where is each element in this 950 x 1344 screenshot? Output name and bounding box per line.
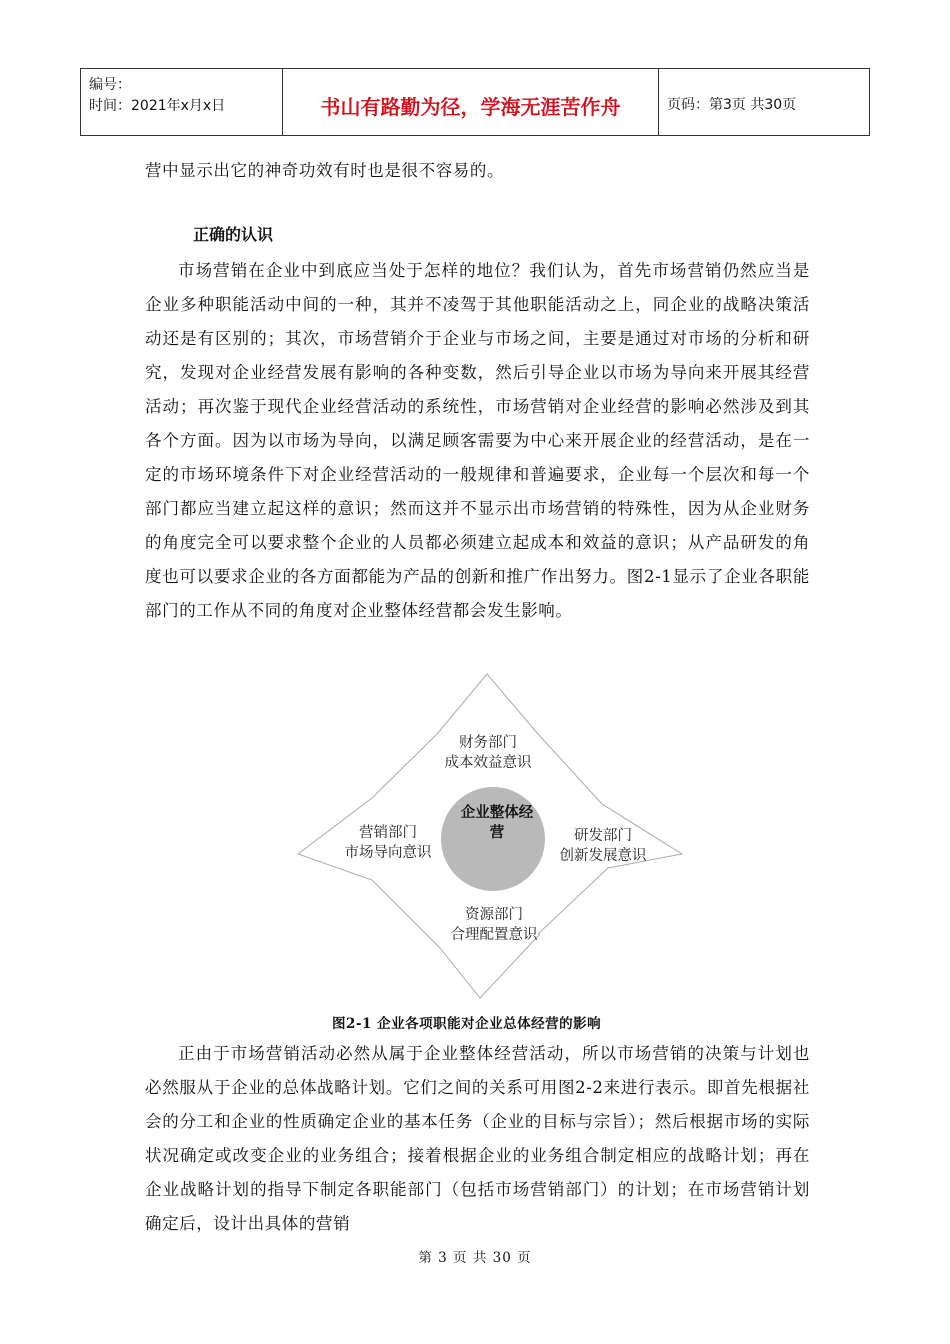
header-motto: 书山有路勤为径，学海无涯苦作舟	[283, 69, 659, 135]
resource-dept-label: 资源部门 合理配置意识	[450, 907, 538, 943]
marketing-dept-label: 营销部门 市场导向意识	[344, 825, 432, 861]
header-meta-cell	[81, 69, 283, 135]
rnd-dept-label: 研发部门 创新发展意识	[559, 828, 647, 864]
top-arrow-lines	[437, 674, 538, 734]
center-label: 企业整体经 营	[460, 805, 534, 841]
finance-dept-label: 财务部门 成本效益意识	[444, 735, 532, 771]
paragraph-1: 市场营销在企业中到底应当处于怎样的地位？我们认为，首先市场营销仍然应当是企业多种职能活动中间的一种，其并不凌驾于其他职能活动之上，同企业的战略决策活动还是有区别的；其次，市场营销介于企业与市场之间，主要是通过对市场的分析和研究，发现对企业经营发展有影响的各种变数，然后引导企业以市场为导向来开展其经营活动；再次鉴于现代企业经营活动的系统性，市场营销对企业经营的影响必然涉及到其各个方面。因为以市场为导向，以满足顾客需要为中心来开展企业的经营活动，是在一定的市场环境条件下对企业经营活动的一般规律和普遍要求，企业每一个层次和每一个部门都应当建立起这样的意识；然而这并不显示出市场营销的特殊性，因为从企业财务的角度完全可以要求整个企业的人员都必须建立起成本和效益的意识；从产品研发的角度也可以要求企业的各方面都能为产品的创新和推广作出努力。图2-1显示了企业各职能部门的工作从不同的角度对企业整体经营都会发生影响。	[145, 261, 810, 620]
date-label: 时间：2021年x月x日	[89, 98, 226, 114]
code-label: 编号：	[89, 77, 131, 93]
header-page-info: 页码：第3页 共30页	[667, 97, 797, 113]
section-heading: 正确的认识	[193, 225, 274, 244]
figure-caption: 图2-1 企业各项职能对企业总体经营的影响	[332, 1016, 602, 1032]
paragraph-2: 正由于市场营销活动必然从属于企业整体经营活动，所以市场营销的决策与计划也必然服从于企业的总体战略计划。它们之间的关系可用图2-2来进行表示。即首先根据社会的分工和企业的性质确定企业的基本任务（企业的目标与宗旨）；然后根据市场的实际状况确定或改变企业的业务组合；接着根据企业的业务组合制定相应的战略计划；再在企业战略计划的指导下制定各职能部门（包括市场营销部门）的计划；在市场营销计划确定后，设计出具体的营销	[145, 1044, 810, 1233]
header-table	[80, 68, 870, 136]
page-footer: 第 3 页 共 30 页	[418, 1250, 532, 1266]
intro-line: 营中显示出它的神奇功效有时也是很不容易的。	[145, 161, 505, 180]
